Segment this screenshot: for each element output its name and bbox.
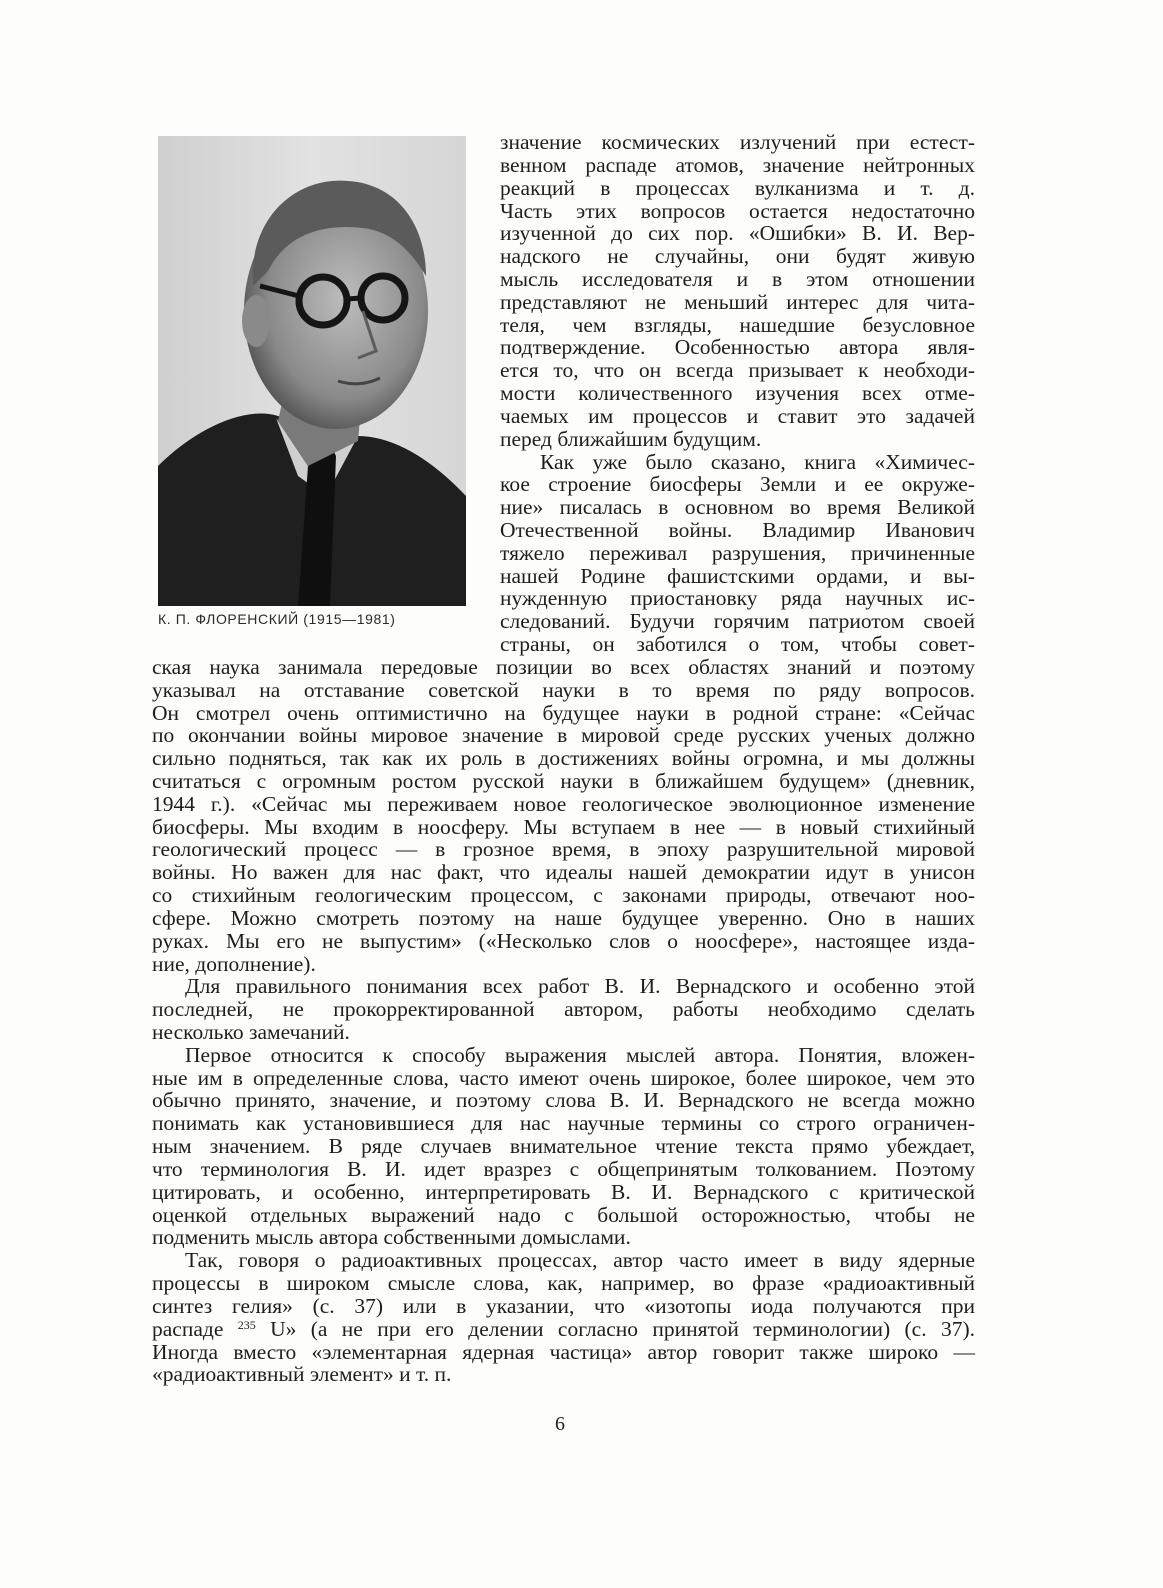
- text-line: 1944 г.). «Сейчас мы переживаем новое геологическое эволюционное изменение: [152, 791, 975, 816]
- text-line: Он смотрел очень оптимистично на будущее науки в родной стране: «Сейчас: [152, 700, 975, 725]
- text-line: теля, чем взгляды, нашедшие безусловное: [500, 312, 975, 337]
- text-line: нужденную приостановку ряда научных ис-: [500, 586, 975, 611]
- text-line: ние» писалась в основном во время Великой: [500, 495, 975, 520]
- text-line: подтверждение. Особенностью автора явля-: [500, 335, 975, 360]
- text-line: мысль исследователя и в этом отношении: [500, 266, 975, 291]
- text-line: изученной до сих пор. «Ошибки» В. И. Вер-: [500, 221, 975, 246]
- text-line: что терминология В. И. идет вразрез с общепринятым толкованием. Поэтому: [152, 1156, 975, 1181]
- text-line-rest: U» (а не при его делении согласно принятой терминологии) (с. 37).: [255, 1316, 975, 1341]
- text-line: биосферы. Мы входим в ноосферу. Мы вступаем в нее — в новый стихийный: [152, 814, 975, 839]
- text-line: тяжело переживал разрушения, причиненные: [500, 540, 975, 565]
- text-line: со стихийным геологическим процессом, с законами природы, отвечают ноо-: [152, 883, 975, 908]
- text-line: венном распаде атомов, значение нейтронных: [500, 152, 975, 177]
- text-line: оценкой отдельных выражений надо с большой осторожностью, чтобы не: [152, 1202, 975, 1227]
- text-line: указывал на отставание советской науки в то время по ряду вопросов.: [152, 677, 975, 702]
- text-line: синтез гелия» (с. 37) или в указании, что «изотопы иода получаются при: [152, 1293, 975, 1318]
- text-line: «радиоактивный элемент» и т. п.: [152, 1362, 452, 1387]
- photo-caption: К. П. ФЛОРЕНСКИЙ (1915—1981): [158, 611, 396, 627]
- text-line: считаться с огромным ростом русской науки в ближайшем будущем» (дневник,: [152, 769, 975, 793]
- text-line: Часть этих вопросов остается недостаточно: [500, 198, 975, 223]
- text-line: следований. Будучи горячим патриотом своей: [500, 609, 975, 634]
- text-line: Иногда вместо «элементарная ядерная частица» автор говорит также широко —: [152, 1339, 975, 1364]
- text-line: Первое относится к способу выражения мыслей автора. Понятия, вложен-: [185, 1042, 975, 1067]
- text-line: Так, говоря о радиоактивных процессах, автор часто имеет в виду ядерные: [185, 1248, 975, 1273]
- portrait-photo: [158, 136, 466, 606]
- text-line: [152, 1318, 975, 1340]
- text-line: сфере. Можно смотреть поэтому на наше будущее уверенно. Оно в наших: [152, 905, 975, 930]
- text-line: руках. Мы его не выпустим» («Несколько слов о ноосфере», настоящее изда-: [152, 928, 975, 953]
- text-line: кое строение биосферы Земли и ее окруже-: [500, 472, 975, 497]
- text-line: реакций в процессах вулканизма и т. д.: [500, 175, 975, 200]
- text-line: последней, не прокорректированной автором, работы необходимо сделать: [152, 997, 975, 1022]
- text-line: чаемых им процессов и ставит это задачей: [500, 403, 975, 428]
- text-line-start: распаде: [152, 1316, 238, 1341]
- isotope-superscript: 235: [237, 1317, 256, 1332]
- page-number: 6: [555, 1413, 565, 1435]
- text-line: цитировать, и особенно, интерпретировать В. И. Вернадского с критической: [152, 1179, 975, 1204]
- text-line: Отечественной войны. Владимир Иванович: [500, 517, 975, 542]
- text-line: обычно принято, значение, и поэтому слова В. И. Вернадского не всегда можно: [152, 1088, 975, 1113]
- text-line: надского не случайны, они будят живую: [500, 244, 975, 269]
- text-line: мости количественного изучения всех отме-: [500, 381, 975, 405]
- text-line: по окончании войны мировое значение в мировой среде русских ученых должно: [152, 723, 975, 748]
- text-line: сильно подняться, так как их роль в достижениях войны огромна, и мы должны: [152, 746, 975, 771]
- text-line: понимать как установившиеся для нас научные термины со строго ограничен-: [152, 1111, 975, 1136]
- text-line: нашей Родине фашистскими ордами, и вы-: [500, 563, 975, 588]
- text-line: представляют не меньший интерес для чита-: [500, 289, 975, 314]
- text-line: ская наука занимала передовые позиции во всех областях знаний и поэтому: [152, 654, 975, 679]
- text-line: войны. Но важен для нас факт, что идеалы нашей демократии идут в унисон: [152, 860, 975, 885]
- text-line: Для правильного понимания всех работ В. И. Вернадского и особенно этой: [185, 974, 975, 999]
- portrait-image: [158, 136, 466, 606]
- text-line: геологический процесс — в грозное время, в эпоху разрушительной мировой: [152, 837, 975, 862]
- text-line: ным значением. В ряде случаев внимательное чтение текста прямо убеждает,: [152, 1134, 975, 1159]
- text-line: Как уже было сказано, книга «Химичес-: [540, 449, 975, 474]
- text-line: ные им в определенные слова, часто имеют очень широкое, более широкое, чем это: [152, 1065, 975, 1090]
- text-line: подменить мысль автора собственными домыслами.: [152, 1225, 631, 1250]
- text-line: значение космических излучений при естест-: [500, 130, 975, 154]
- text-line: ется то, что он всегда призывает к необходи-: [500, 358, 975, 383]
- text-line: несколько замечаний.: [152, 1020, 350, 1044]
- text-line: перед ближайшим будущим.: [500, 426, 762, 451]
- text-line: ние, дополнение).: [152, 951, 316, 976]
- text-line: процессы в широком смысле слова, как, например, во фразе «радиоактивный: [152, 1271, 975, 1295]
- text-line: страны, он заботился о том, чтобы совет-: [500, 632, 975, 656]
